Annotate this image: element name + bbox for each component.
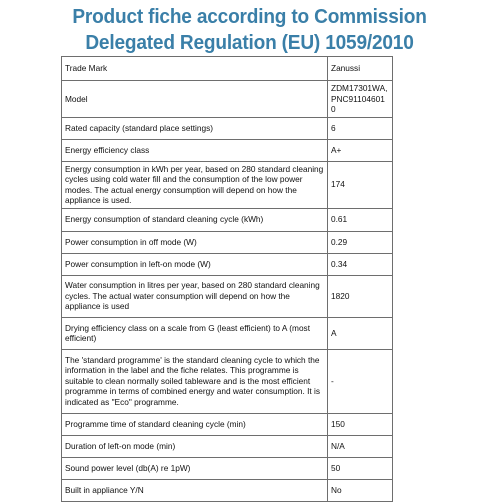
row-value: 6 [328, 117, 393, 139]
table-row [62, 479, 393, 501]
product-fiche-table [61, 56, 393, 502]
row-label: Model [62, 81, 328, 118]
table-row [62, 208, 393, 231]
row-label: Programme time of standard cleaning cycle (min) [62, 413, 328, 435]
row-label: Built in appliance Y/N [62, 479, 328, 501]
row-label: The 'standard programme' is the standard cleaning cycle to which the information in the label and the fiche relates. This programme is suitable to clean normally soiled tableware and is the most efficient programme in terms of combined energy and water consumption. It is indicated as "Eco" programme. [62, 349, 328, 413]
row-label: Energy consumption of standard cleaning cycle (kWh) [62, 208, 328, 231]
table-row [62, 231, 393, 253]
row-value: No [328, 479, 393, 501]
row-label: Power consumption in left-on mode (W) [62, 253, 328, 275]
fiche-table-body [62, 57, 393, 502]
row-value: 1820 [328, 275, 393, 317]
row-value: 50 [328, 457, 393, 479]
row-value: 174 [328, 161, 393, 208]
table-row [62, 275, 393, 317]
table-row [62, 81, 393, 118]
row-label: Power consumption in off mode (W) [62, 231, 328, 253]
table-row [62, 413, 393, 435]
row-value: ZDM17301WA, PNC911046010 [328, 81, 393, 118]
row-label: Energy efficiency class [62, 139, 328, 161]
table-row [62, 349, 393, 413]
row-label: Sound power level (db(A) re 1pW) [62, 457, 328, 479]
row-label: Trade Mark [62, 57, 328, 81]
table-row [62, 253, 393, 275]
row-value: Zanussi [328, 57, 393, 81]
row-value: 150 [328, 413, 393, 435]
table-row [62, 117, 393, 139]
row-value: - [328, 349, 393, 413]
page-title [17, 4, 481, 56]
row-label: Duration of left-on mode (min) [62, 435, 328, 457]
row-value: A+ [328, 139, 393, 161]
row-label: Energy consumption in kWh per year, based on 280 standard cleaning cycles using cold water fill and the consumption of the low power modes. The actual energy consumption will depend on how the appliance is used. [62, 161, 328, 208]
row-value: A [328, 317, 393, 349]
table-row [62, 317, 393, 349]
table-row [62, 435, 393, 457]
title-line-1: Product fiche according to Commission [72, 5, 427, 28]
row-label: Rated capacity (standard place settings) [62, 117, 328, 139]
row-value: 0.61 [328, 208, 393, 231]
title-line-2: Delegated Regulation (EU) 1059/2010 [85, 31, 414, 54]
table-row [62, 457, 393, 479]
row-value: 0.29 [328, 231, 393, 253]
table-row [62, 139, 393, 161]
table-row [62, 57, 393, 81]
row-value: 0.34 [328, 253, 393, 275]
row-label: Water consumption in litres per year, based on 280 standard cleaning cycles. The actual water consumption will depend on how the appliance is used [62, 275, 328, 317]
row-label: Drying efficiency class on a scale from G (least efficient) to A (most efficient) [62, 317, 328, 349]
row-value: N/A [328, 435, 393, 457]
table-row [62, 161, 393, 208]
